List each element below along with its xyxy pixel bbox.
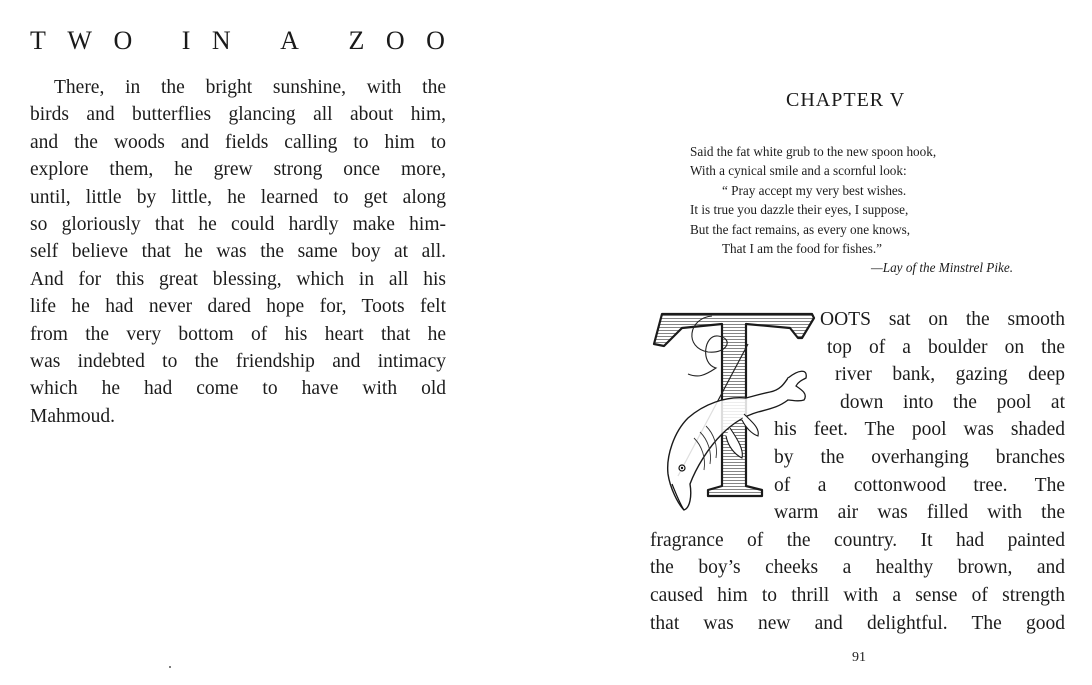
body-line: top of a boulder on the xyxy=(827,336,1065,358)
body-line: explore them, he grew strong once more, xyxy=(30,159,446,181)
body-line: caused him to thrill with a sense of strength xyxy=(650,584,1065,606)
running-head-gap xyxy=(320,26,327,56)
body-line: river bank, gazing deep xyxy=(835,364,1065,386)
body-line: that was new and delightful. The good xyxy=(650,612,1065,634)
running-head-letter: O xyxy=(385,26,405,55)
running-head-gap xyxy=(252,26,259,56)
running-head-letter: N xyxy=(211,26,231,55)
epigraph-line: But the fact remains, as every one knows, xyxy=(690,221,911,237)
body-line: down into the pool at xyxy=(840,391,1065,413)
chapter-title: CHAPTER V xyxy=(786,89,906,111)
body-line: so gloriously that he could hardly make him- xyxy=(30,213,446,235)
epigraph-line: With a cynical smile and a scornful look: xyxy=(690,163,907,179)
running-head xyxy=(30,26,445,56)
running-head-gap xyxy=(154,26,161,56)
epigraph-line: It is true you dazzle their eyes, I suppose, xyxy=(690,202,909,218)
body-line: There, in the bright sunshine, with the xyxy=(54,77,446,98)
epigraph-line: “ Pray accept my very best wishes. xyxy=(722,182,907,198)
body-line: his feet. The pool was shaded xyxy=(774,419,1065,441)
body-line: of a cottonwood tree. The xyxy=(774,474,1065,496)
running-head-letter: A xyxy=(280,26,299,55)
running-head-letter: Z xyxy=(348,26,365,55)
epigraph-line: Said the fat white grub to the new spoon hook, xyxy=(690,144,937,159)
page-number: 91 xyxy=(852,650,866,665)
body-line: Mahmoud. xyxy=(30,405,116,427)
body-line: which he had come to have with old xyxy=(30,378,446,400)
chapter-body-paragraph xyxy=(650,306,1065,637)
body-line: warm air was filled with the xyxy=(774,502,1065,524)
body-line: and the woods and fields calling to him to xyxy=(30,131,446,153)
epigraph-attribution: —Lay of the Minstrel Pike. xyxy=(871,260,1013,276)
body-line: the boy’s cheeks a healthy brown, and xyxy=(650,557,1065,579)
running-head-letter: O xyxy=(426,26,445,55)
left-body-paragraph xyxy=(30,74,446,430)
body-line: life he had never dared hope for, Toots felt xyxy=(30,296,446,318)
body-line: self believe that he was the same boy at all. xyxy=(30,241,446,263)
body-line: from the very bottom of his heart that he xyxy=(30,323,446,345)
body-line: And for this great blessing, which in all his xyxy=(30,268,446,290)
running-head-letter: T xyxy=(30,26,46,55)
body-line: was indebted to the friendship and intimacy xyxy=(30,350,446,372)
running-head-letter: I xyxy=(181,26,191,55)
running-head-letter: O xyxy=(113,26,133,55)
running-head-letter: W xyxy=(67,26,92,55)
epigraph xyxy=(690,142,1030,278)
body-line: by the overhanging branches xyxy=(774,446,1065,468)
body-line: fragrance of the country. It had painted xyxy=(650,529,1065,551)
epigraph-line: That I am the food for fishes.” xyxy=(722,241,883,257)
body-line: OOTS sat on the smooth xyxy=(820,309,1065,330)
paper-speck xyxy=(169,666,171,668)
body-line: birds and butterflies glancing all about him, xyxy=(30,104,446,126)
left-page xyxy=(0,0,480,685)
body-line: until, little by little, he learned to get along xyxy=(30,186,446,208)
